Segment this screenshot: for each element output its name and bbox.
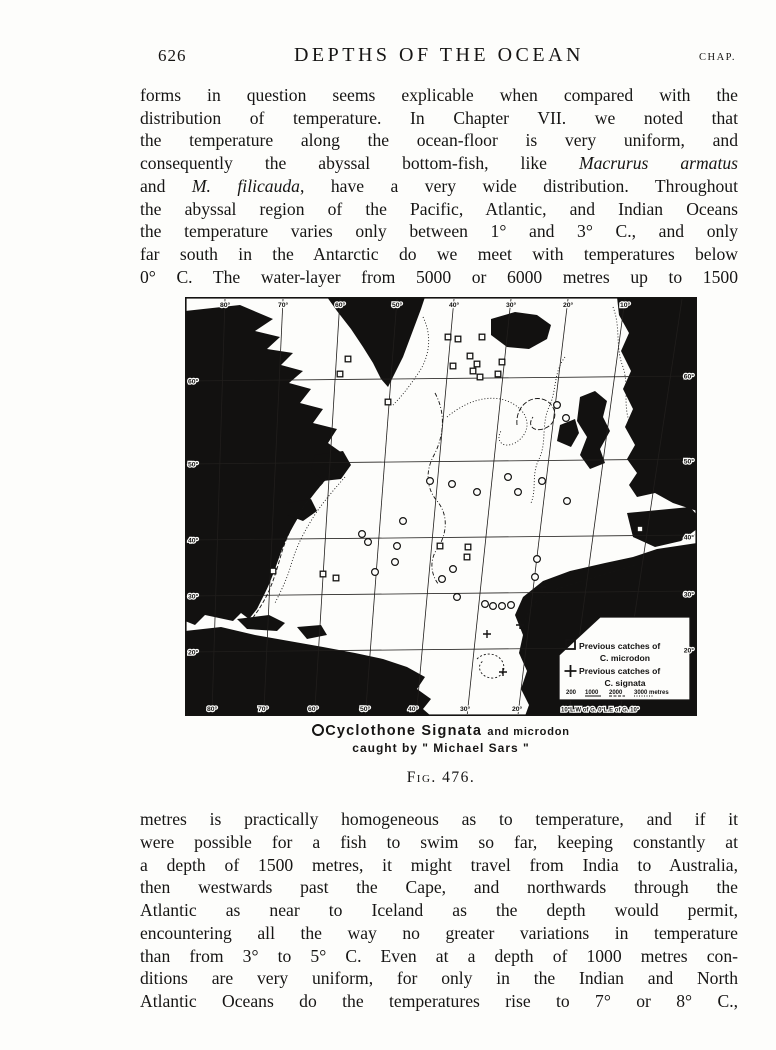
text-line: were possible for a fish to swim so far, keeping constantly at — [140, 832, 738, 853]
caption-line-1 — [185, 723, 697, 739]
svg-text:C. signata: C. signata — [604, 678, 646, 689]
text-line: the abyssal region of the Pacific, Atlantic, and Indian Oceans — [140, 198, 738, 219]
svg-text:3000 metres: 3000 metres — [634, 690, 669, 697]
svg-text:20°: 20° — [683, 647, 694, 655]
svg-text:30°: 30° — [460, 706, 471, 714]
svg-text:80°: 80° — [207, 706, 218, 714]
text-line: a depth of 1500 metres, it might travel from India to Australia, — [140, 854, 738, 875]
svg-text:1000: 1000 — [585, 690, 599, 697]
svg-text:30°: 30° — [506, 302, 517, 310]
svg-text:50°: 50° — [360, 706, 371, 714]
svg-text:40°: 40° — [683, 534, 694, 542]
text-line: and M. filicauda, have a very wide distribution. Throughout — [140, 175, 738, 196]
svg-text:80°: 80° — [220, 302, 231, 310]
running-title: DEPTHS OF THE OCEAN — [293, 44, 585, 66]
text-column — [140, 0, 738, 1013]
svg-text:40°: 40° — [449, 302, 460, 310]
svg-text:20°: 20° — [512, 706, 523, 714]
text-line: Atlantic Oceans do the temperatures rise to 7° or 8° C., — [140, 990, 738, 1011]
text-line: encountering all the way no greater variations in temperature — [140, 922, 738, 943]
svg-text:200: 200 — [566, 690, 577, 697]
michael-sars-catch-markers — [359, 402, 571, 610]
text-line: consequently the abyssal bottom-fish, like Macrurus armatus — [140, 153, 738, 174]
paragraph-top — [140, 84, 738, 288]
svg-text:50°: 50° — [188, 461, 199, 469]
svg-text:20°: 20° — [563, 302, 574, 310]
caption-secondary: and microdon — [487, 726, 570, 739]
page-header — [140, 44, 738, 68]
svg-text:10°: 10° — [620, 302, 631, 310]
svg-text:30°: 30° — [683, 591, 694, 599]
figure-number: Fig. 476. — [406, 769, 476, 787]
text-line: ditions are very uniform, for only in the Indian and North — [140, 968, 738, 989]
text-line: forms in question seems explicable when compared with the — [140, 85, 738, 105]
figure-caption — [185, 723, 697, 755]
text-line: distribution of temperature. In Chapter VII. we noted that — [140, 107, 738, 128]
circle-marker-icon — [312, 724, 324, 736]
text-line: than from 3° to 5° C. Even at a depth of 1000 metres con- — [140, 945, 738, 966]
caption-line-2: caught by " Michael Sars " — [352, 741, 530, 756]
text-line: then westwards past the Cape, and northwards through the — [140, 877, 738, 898]
text-line: Atlantic as near to Iceland as the depth would permit, — [140, 900, 738, 921]
svg-text:60°: 60° — [188, 378, 199, 386]
svg-text:40°: 40° — [408, 706, 419, 714]
paragraph-bottom — [140, 808, 738, 1012]
text-line: far south in the Antarctic do we meet with temperatures below — [140, 243, 738, 264]
text-line: 0° C. The water-layer from 5000 or 6000 metres up to 1500 — [140, 266, 738, 287]
text-line: metres is practically homogeneous as to temperature, and if it — [140, 809, 738, 830]
svg-text:60°: 60° — [335, 302, 346, 310]
svg-text:70°: 70° — [258, 706, 269, 714]
svg-text:2000: 2000 — [609, 690, 623, 697]
svg-text:10°L.W of G. 0°L.E of G. 10°: 10°L.W of G. 0°L.E of G. 10° — [561, 707, 640, 714]
figure-476 — [185, 297, 697, 787]
svg-text:20°: 20° — [188, 649, 199, 657]
caption-species: Cyclothone Signata — [325, 723, 483, 740]
text-line: the temperature varies only between 1° and 3° C., and only — [140, 221, 738, 242]
svg-text:C. microdon: C. microdon — [599, 653, 651, 664]
svg-text:30°: 30° — [188, 593, 199, 601]
svg-text:60°: 60° — [683, 373, 694, 381]
svg-text:40°: 40° — [188, 537, 199, 545]
page-number: 626 — [158, 46, 187, 65]
svg-text:70°: 70° — [278, 302, 289, 310]
svg-text:50°: 50° — [683, 458, 694, 466]
svg-text:60°: 60° — [308, 706, 319, 714]
svg-text:50°: 50° — [392, 302, 403, 310]
atlantic-map — [185, 297, 697, 716]
svg-text:Previous catches of: Previous catches of — [579, 641, 661, 652]
chapter-label: CHAP. — [699, 52, 736, 63]
text-line: the temperature along the ocean-floor is very uniform, and — [140, 130, 738, 151]
svg-text:Previous catches of: Previous catches of — [579, 666, 661, 677]
